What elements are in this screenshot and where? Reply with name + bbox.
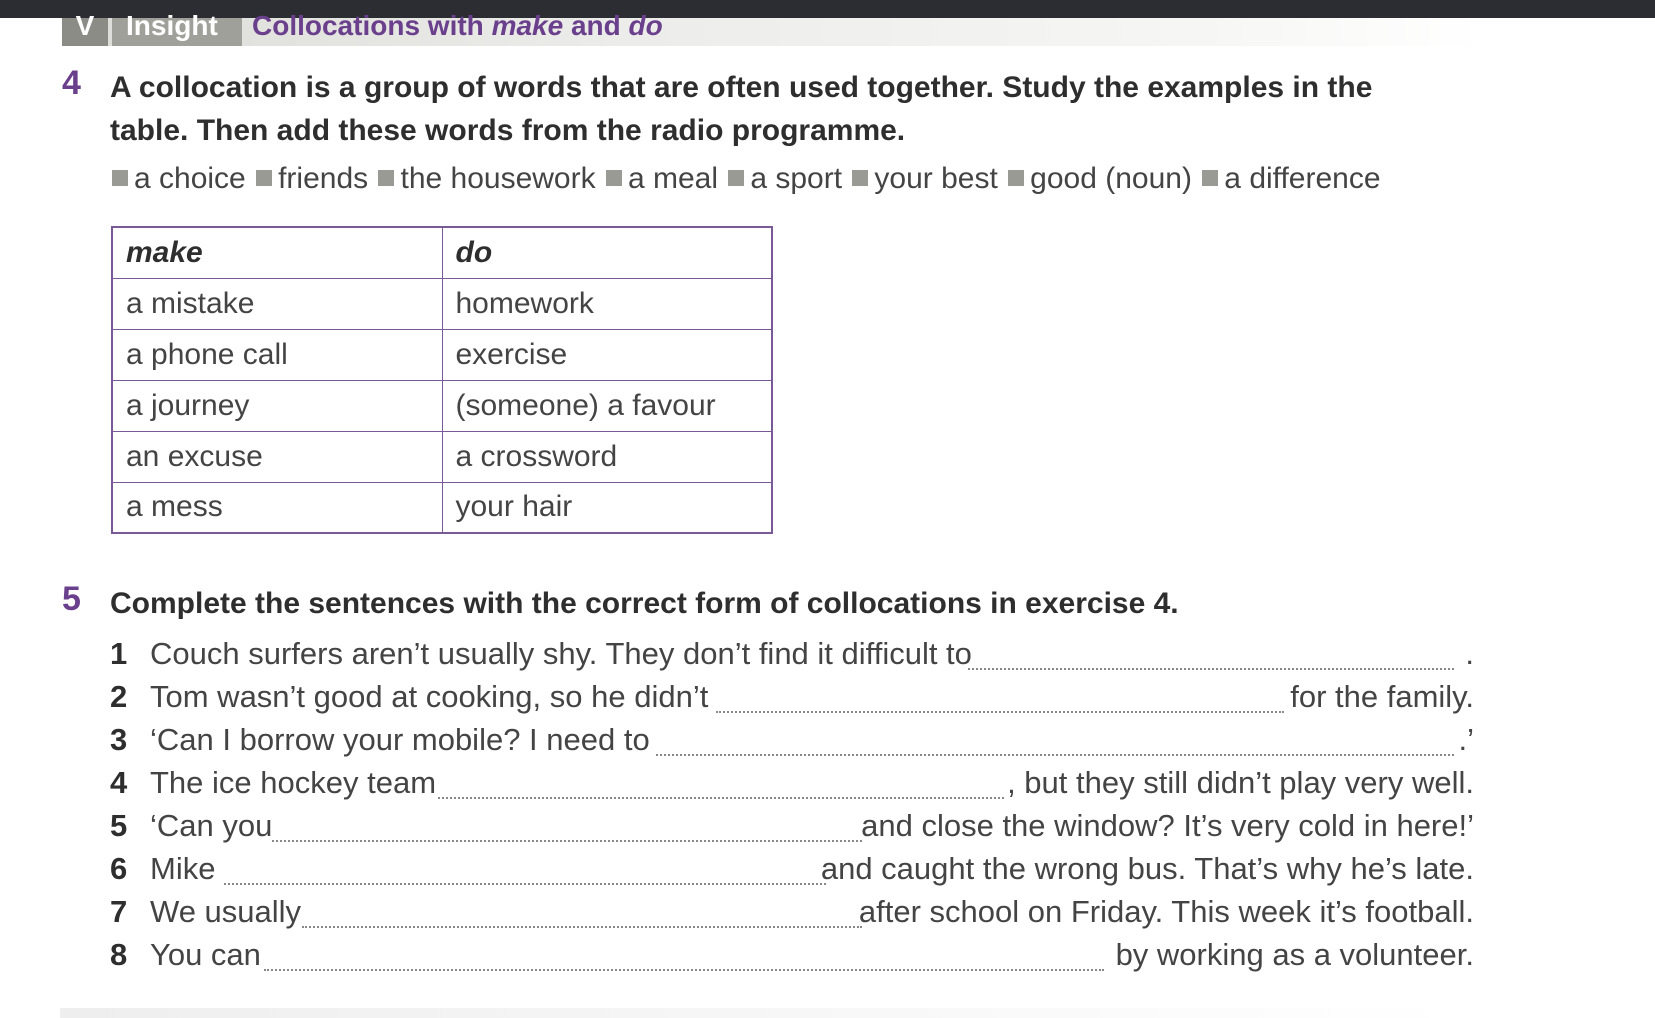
item-number: 8	[110, 937, 128, 972]
item-number: 3	[110, 722, 128, 757]
sentence-item-1	[110, 636, 1474, 678]
sentence-text-before: We usually	[150, 894, 302, 929]
answer-blank[interactable]	[716, 711, 1284, 713]
item-number: 5	[110, 808, 128, 843]
word-item: a difference	[1224, 162, 1381, 195]
sentence-text-after: after school on Friday. This week it’s football.	[858, 894, 1474, 929]
sentence-text-after: and close the window? It’s very cold in here!’	[861, 808, 1474, 843]
sentence-item-6	[110, 851, 1474, 893]
word-item: a meal	[627, 162, 718, 195]
item-number: 4	[110, 765, 128, 800]
sentence-text-after: , but they still didn’t play very well.	[1007, 765, 1474, 800]
title-prefix: Collocations with	[252, 10, 492, 41]
table-row	[112, 482, 772, 533]
sentence-text-after: for the family.	[1290, 679, 1474, 714]
column-header-make: make	[112, 227, 442, 278]
table-cell: your hair	[442, 482, 772, 533]
sentence-item-3	[110, 722, 1474, 764]
table-row	[112, 431, 772, 482]
insight-badge	[112, 10, 242, 46]
table-cell: a mess	[112, 482, 442, 533]
section-title	[252, 10, 663, 42]
unit-label: V	[75, 10, 95, 41]
column-header-do: do	[442, 227, 772, 278]
answer-blank[interactable]	[656, 754, 1454, 756]
sentence-text-before: Mike	[150, 851, 216, 886]
sentence-text-before: Couch surfers aren’t usually shy. They don’t find it difficult to	[150, 636, 972, 671]
bullet-square-icon	[1008, 170, 1024, 186]
sentence-item-8	[110, 937, 1474, 979]
table-cell: a crossword	[442, 431, 772, 482]
insight-label: Insight	[126, 10, 218, 41]
table-row	[112, 278, 772, 329]
sentence-item-2	[110, 679, 1474, 721]
word-item: a choice	[134, 162, 246, 195]
bullet-square-icon	[1202, 170, 1218, 186]
word-box	[110, 162, 1381, 196]
sentence-text-before: Tom wasn’t good at cooking, so he didn’t	[150, 679, 709, 714]
table-cell: an excuse	[112, 431, 442, 482]
sentence-text-after: by working as a volunteer.	[1115, 937, 1474, 972]
page-bottom-edge	[60, 1008, 1460, 1018]
item-number: 1	[110, 636, 128, 671]
exercise-4-instruction	[110, 66, 1372, 152]
table-header-row	[112, 227, 772, 278]
title-word-do: do	[628, 10, 663, 41]
table-row	[112, 329, 772, 380]
bullet-square-icon	[606, 170, 622, 186]
window-top-bar	[0, 0, 1655, 18]
bullet-square-icon	[378, 170, 394, 186]
exercise-5-number: 5	[62, 580, 81, 618]
table-cell: a journey	[112, 380, 442, 431]
sentence-item-5	[110, 808, 1474, 850]
table-cell: (someone) a favour	[442, 380, 772, 431]
sentence-text-after: .’	[1458, 722, 1474, 757]
word-item: the housework	[400, 162, 596, 195]
title-and: and	[563, 10, 629, 41]
sentence-text-before: ‘Can I borrow your mobile? I need to	[150, 722, 650, 757]
sentence-text-after: and caught the wrong bus. That’s why he’s late.	[820, 851, 1474, 886]
item-number: 6	[110, 851, 128, 886]
word-item: a sport	[750, 162, 843, 195]
unit-badge	[62, 10, 108, 46]
word-item: friends	[278, 162, 369, 195]
answer-blank[interactable]	[968, 668, 1454, 670]
item-number: 7	[110, 894, 128, 929]
exercise-4-instruction-line1: A collocation is a group of words that are often used together. Study the examples in the	[110, 71, 1373, 104]
sentence-text-before: ‘Can you	[150, 808, 273, 843]
answer-blank[interactable]	[302, 926, 862, 928]
answer-blank[interactable]	[272, 840, 862, 842]
word-item: your best	[874, 162, 998, 195]
bullet-square-icon	[112, 170, 128, 186]
table-cell: homework	[442, 278, 772, 329]
insight-header	[62, 10, 1482, 46]
table-cell: a phone call	[112, 329, 442, 380]
sentence-item-7	[110, 894, 1474, 936]
sentence-text-before: The ice hockey team	[150, 765, 437, 800]
exercise-5-instruction: Complete the sentences with the correct form of collocations in exercise 4.	[110, 587, 1179, 620]
collocation-table	[111, 226, 773, 534]
table-cell: exercise	[442, 329, 772, 380]
exercise-4-instruction-line2: table. Then add these words from the radio programme.	[110, 114, 906, 147]
answer-blank[interactable]	[264, 969, 1104, 971]
word-item: good (noun)	[1030, 162, 1192, 195]
exercise-4-number: 4	[62, 64, 81, 102]
item-number: 2	[110, 679, 128, 714]
table-row	[112, 380, 772, 431]
sentence-item-4	[110, 765, 1474, 807]
sentence-text-before: You can	[150, 937, 261, 972]
sentence-text-after: .	[1465, 636, 1474, 671]
answer-blank[interactable]	[224, 883, 826, 885]
table-cell: a mistake	[112, 278, 442, 329]
bullet-square-icon	[256, 170, 272, 186]
title-word-make: make	[491, 10, 564, 41]
answer-blank[interactable]	[438, 797, 1004, 799]
bullet-square-icon	[852, 170, 868, 186]
bullet-square-icon	[728, 170, 744, 186]
